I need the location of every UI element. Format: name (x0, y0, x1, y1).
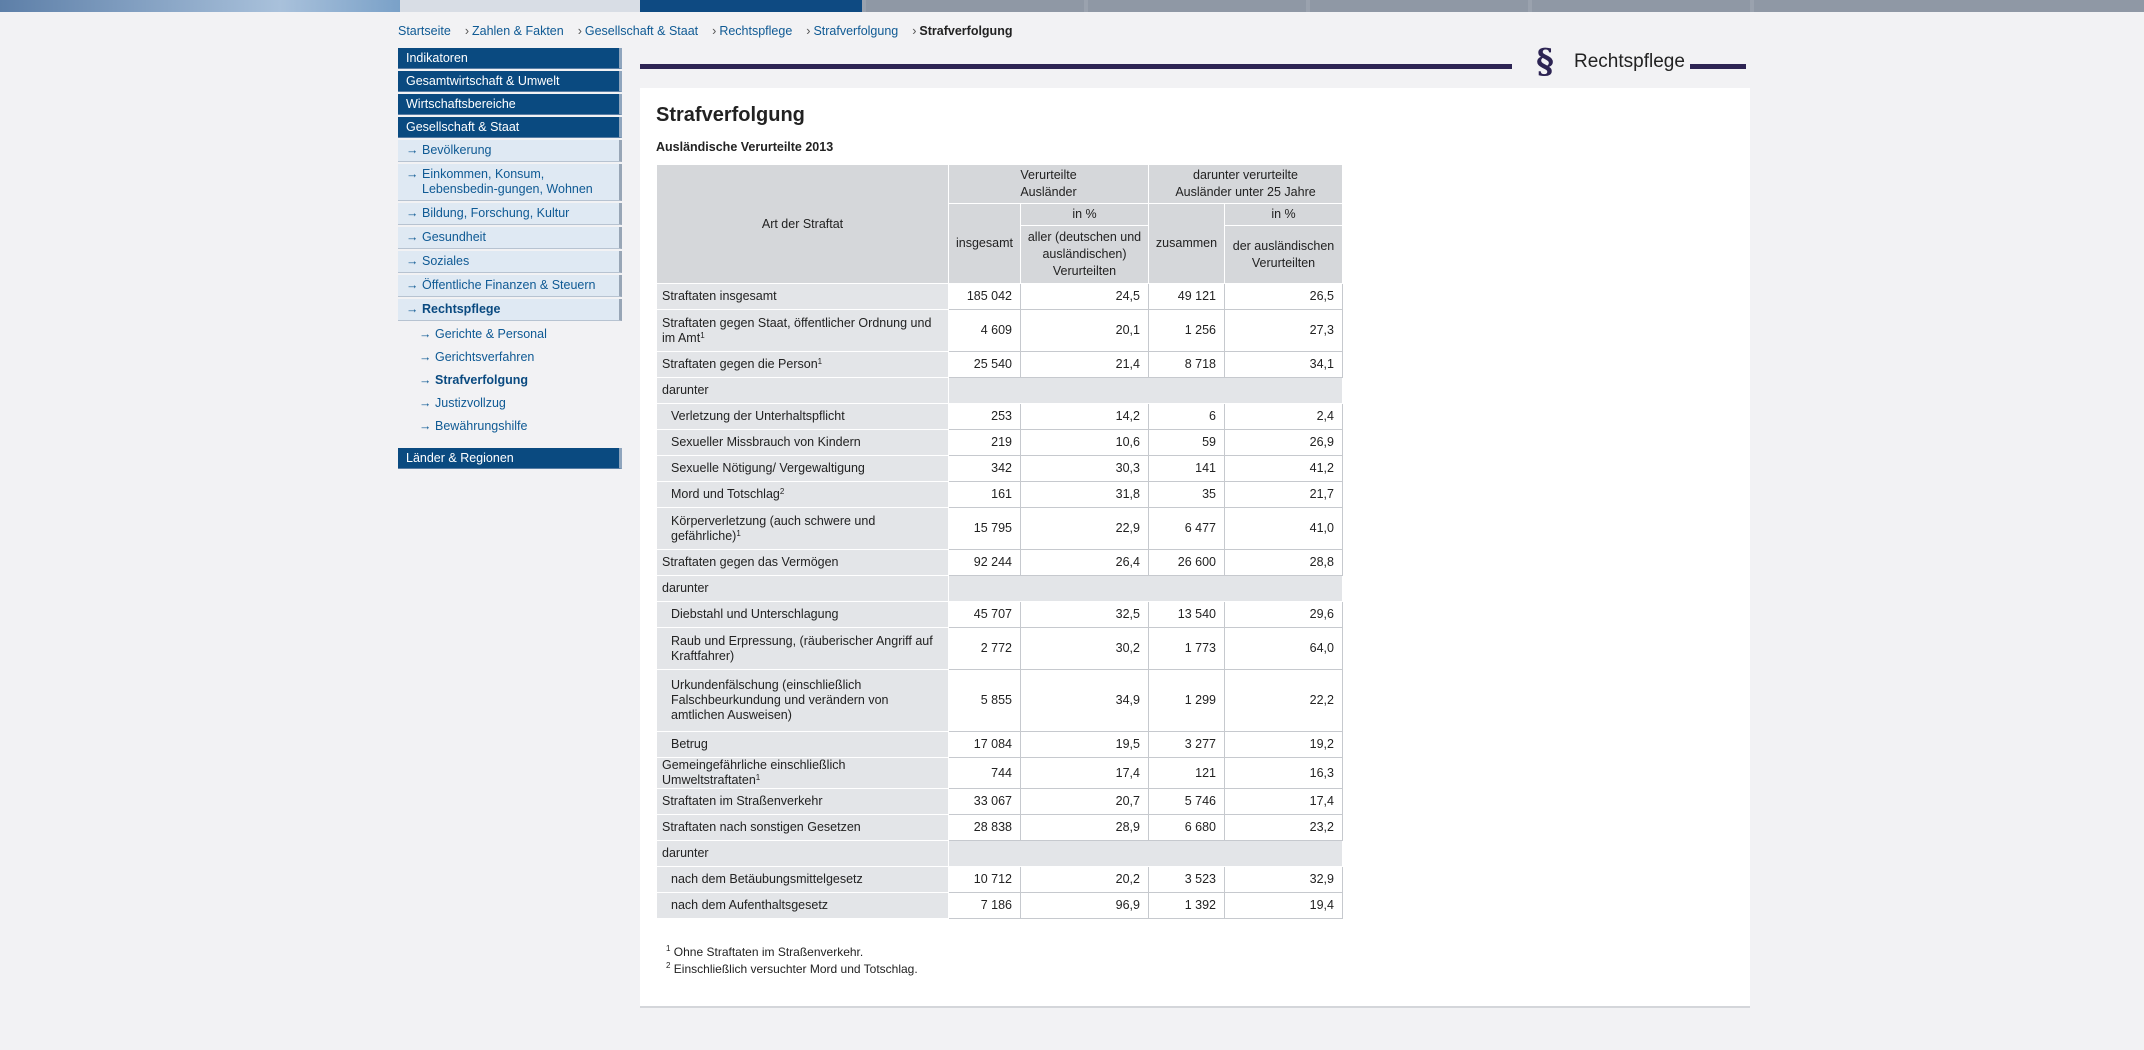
table-cell: 5 855 (949, 670, 1021, 732)
top-nav-segment[interactable] (0, 0, 400, 12)
breadcrumb-link[interactable]: Rechtspflege (719, 24, 793, 38)
table-cell: 1 392 (1149, 893, 1225, 919)
row-label-text: Sexuelle Nötigung/ Vergewaltigung (671, 461, 865, 475)
table-row (657, 430, 1343, 456)
sidebar-subitem-bildung[interactable] (398, 203, 622, 225)
table-cell: 34,1 (1225, 352, 1343, 378)
table-cell: 35 (1149, 482, 1225, 508)
table-cell: 6 (1149, 404, 1225, 430)
table-cell: 92 244 (949, 550, 1021, 576)
table-cell: 19,4 (1225, 893, 1343, 919)
arrow-right-icon: → (406, 206, 419, 220)
content-panel (640, 88, 1750, 1008)
table-cell: 64,0 (1225, 628, 1343, 670)
table-cell: 253 (949, 404, 1021, 430)
table-cell: 121 (1149, 758, 1225, 789)
table-row (657, 310, 1343, 352)
table-cell: 16,3 (1225, 758, 1343, 789)
top-nav-segment[interactable] (1532, 0, 1750, 12)
table-cell: 17 084 (949, 732, 1021, 758)
footnote-marker: 1 (755, 773, 761, 782)
table-row (657, 628, 1343, 670)
footnote (666, 961, 918, 978)
table-cell: 24,5 (1021, 284, 1149, 310)
table-cell: 25 540 (949, 352, 1021, 378)
table-cell: 1 299 (1149, 670, 1225, 732)
sidebar-item-indikatoren[interactable]: Indikatoren (398, 48, 622, 69)
table-cell: 20,7 (1021, 789, 1149, 815)
arrow-right-icon: → (419, 350, 432, 364)
table-cell: 28 838 (949, 815, 1021, 841)
column-header-in-pct: in % (1021, 204, 1149, 226)
footnote-marker: 1 (736, 528, 741, 538)
arrow-right-icon: → (406, 167, 419, 181)
top-nav-segment[interactable] (1310, 0, 1528, 12)
sidebar-subitem-label: Rechtspflege (422, 302, 501, 316)
column-header-insgesamt: insgesamt (949, 204, 1021, 284)
sidebar-leaf-label: Strafverfolgung (435, 373, 529, 387)
table-cell: 20,1 (1021, 310, 1149, 352)
table-cell: 342 (949, 456, 1021, 482)
sidebar-navigation (398, 48, 622, 471)
table-cell: 27,3 (1225, 310, 1343, 352)
table-row (657, 284, 1343, 310)
table-cell: 41,0 (1225, 508, 1343, 550)
table-row (657, 456, 1343, 482)
section-header-rule (640, 64, 1512, 69)
row-label-text: Körperverletzung (auch schwere und gefährliche) (671, 513, 876, 543)
table-cell: 41,2 (1225, 456, 1343, 482)
table-cell: 17,4 (1021, 758, 1149, 789)
row-label (657, 758, 949, 789)
sidebar-leaf-bewaehrungshilfe[interactable] (398, 415, 622, 438)
footnote-marker: 1 (700, 330, 705, 340)
table-cell: 6 680 (1149, 815, 1225, 841)
row-label-text: nach dem Betäubungsmittelgesetz (671, 872, 863, 886)
table-cell: 14,2 (1021, 404, 1149, 430)
top-nav-segment[interactable] (866, 0, 1084, 12)
row-label (657, 867, 949, 893)
table-row (657, 508, 1343, 550)
table-cell: 13 540 (1149, 602, 1225, 628)
arrow-right-icon: → (419, 419, 432, 433)
sidebar-subitem-label: Bevölkerung (422, 143, 492, 157)
column-header-art: Art der Straftat (657, 165, 949, 284)
table-cell: 31,8 (1021, 482, 1149, 508)
table-cell: 30,3 (1021, 456, 1149, 482)
row-label (657, 893, 949, 919)
table-cell: 30,2 (1021, 628, 1149, 670)
sidebar-item-gesamtwirtschaft[interactable]: Gesamtwirtschaft & Umwelt (398, 71, 622, 92)
table-cell: 29,6 (1225, 602, 1343, 628)
sidebar-subitem-rechtspflege[interactable] (398, 299, 622, 321)
table-row (657, 352, 1343, 378)
arrow-right-icon: → (419, 327, 432, 341)
footnote-marker: 2 (779, 487, 785, 496)
footnote-text: Einschließlich versuchter Mord und Totschlag. (673, 962, 918, 976)
row-label-text: Diebstahl und Unterschlagung (671, 607, 839, 621)
breadcrumb-link[interactable]: Strafverfolgung (813, 24, 899, 38)
sidebar-leaf-label: Bewährungshilfe (435, 419, 528, 433)
row-label (657, 430, 949, 456)
footnote-marker: 1 (817, 357, 823, 366)
sidebar-leaf-label: Gerichte & Personal (435, 327, 547, 341)
sidebar-item-wirtschaftsbereiche[interactable]: Wirtschaftsbereiche (398, 94, 622, 115)
column-group-header: darunter verurteilte Ausländer unter 25 Jahre (1149, 165, 1343, 204)
arrow-right-icon: → (406, 302, 419, 316)
page-title: Strafverfolgung (656, 104, 805, 126)
table-cell: 45 707 (949, 602, 1021, 628)
row-label (657, 628, 949, 670)
table-cell: 19,5 (1021, 732, 1149, 758)
table-cell: 96,9 (1021, 893, 1149, 919)
breadcrumb-separator-icon: › (806, 24, 811, 38)
breadcrumb-separator-icon: › (912, 24, 917, 38)
table-cell: 26,4 (1021, 550, 1149, 576)
row-label-text: darunter (662, 383, 709, 397)
arrow-right-icon: → (406, 278, 419, 292)
table-row (657, 815, 1343, 841)
sidebar-spacer (398, 438, 622, 448)
top-nav-segment-active[interactable] (640, 0, 862, 12)
row-label-text: Raub und Erpressung, (räuberischer Angriff auf Kraftfahrer) (671, 633, 933, 663)
footnotes (666, 944, 918, 978)
table-row (657, 670, 1343, 732)
row-label (657, 482, 949, 508)
table-category-row (657, 378, 1343, 404)
table-cell: 219 (949, 430, 1021, 456)
sidebar-item-laender-regionen[interactable]: Länder & Regionen (398, 448, 622, 469)
data-table (656, 164, 1343, 919)
row-label-text: Straftaten gegen das Vermögen (662, 555, 839, 569)
footnote-marker: 2 (666, 961, 671, 970)
row-label-text: darunter (662, 581, 709, 595)
row-label-text: nach dem Aufenthaltsgesetz (671, 898, 829, 912)
footnote-text: Ohne Straftaten im Straßenverkehr. (673, 945, 864, 959)
category-filler (949, 378, 1343, 404)
table-row (657, 732, 1343, 758)
table-cell: 34,9 (1021, 670, 1149, 732)
row-label (657, 815, 949, 841)
table-cell: 26 600 (1149, 550, 1225, 576)
sidebar-leaf-label: Justizvollzug (435, 396, 506, 410)
table-cell: 2 772 (949, 628, 1021, 670)
top-nav-segment[interactable] (1088, 0, 1306, 12)
sidebar-leaf-strafverfolgung[interactable] (398, 369, 622, 392)
sidebar-subitem-label: Bildung, Forschung, Kultur (422, 206, 570, 220)
sidebar-subitem-finanzen[interactable] (398, 275, 622, 297)
sidebar-subitem-gesundheit[interactable] (398, 227, 622, 249)
row-label-text: Straftaten insgesamt (662, 289, 777, 303)
table-cell: 28,9 (1021, 815, 1149, 841)
footnote (666, 944, 918, 961)
table-row (657, 550, 1343, 576)
row-label (657, 576, 949, 602)
sidebar-subitem-bevoelkerung[interactable] (398, 140, 622, 162)
table-cell: 22,2 (1225, 670, 1343, 732)
column-header-der-auslaendischen: der ausländischen Verurteilten (1225, 226, 1343, 284)
table-cell: 10,6 (1021, 430, 1149, 456)
table-cell: 4 609 (949, 310, 1021, 352)
breadcrumb-current: Strafverfolgung (919, 24, 1013, 38)
arrow-right-icon: → (419, 373, 432, 387)
row-label-text: Straftaten gegen die Person (662, 357, 818, 371)
row-label (657, 841, 949, 867)
table-cell: 22,9 (1021, 508, 1149, 550)
table-row (657, 867, 1343, 893)
table-cell: 26,5 (1225, 284, 1343, 310)
arrow-right-icon: → (419, 396, 432, 410)
table-cell: 32,5 (1021, 602, 1149, 628)
sidebar-subitem-soziales[interactable] (398, 251, 622, 273)
paragraph-icon: § (1536, 42, 1554, 82)
breadcrumb-separator-icon: › (712, 24, 717, 38)
sidebar-subitem-label: Gesundheit (422, 230, 486, 244)
sidebar-subitem-label: Einkommen, Konsum, Lebensbedin-gungen, Wohnen (422, 167, 593, 196)
sidebar-subitem-label: Soziales (422, 254, 470, 268)
breadcrumb-link[interactable]: Gesellschaft & Staat (584, 24, 699, 38)
table-cell: 141 (1149, 456, 1225, 482)
top-nav-segment[interactable] (400, 0, 640, 12)
row-label (657, 550, 949, 576)
sidebar-leaf-gerichtsverfahren[interactable] (398, 346, 622, 369)
column-header-in-pct: in % (1225, 204, 1343, 226)
table-cell: 744 (949, 758, 1021, 789)
breadcrumb-separator-icon: › (464, 24, 469, 38)
row-label-text: Gemeingefährliche einschließlich Umweltstraftaten (662, 758, 846, 787)
row-label-text: Verletzung der Unterhaltspflicht (671, 409, 845, 423)
arrow-right-icon: → (406, 254, 419, 268)
column-header-zusammen: zusammen (1149, 204, 1225, 284)
table-caption: Ausländische Verurteilte 2013 (656, 140, 834, 154)
table-row (657, 482, 1343, 508)
breadcrumb-link[interactable]: Startseite (398, 24, 451, 38)
table-cell: 33 067 (949, 789, 1021, 815)
row-label-text: Straftaten gegen Staat, öffentlicher Ordnung und im Amt (662, 315, 932, 345)
table-cell: 28,8 (1225, 550, 1343, 576)
table-cell: 21,7 (1225, 482, 1343, 508)
breadcrumb-separator-icon: › (577, 24, 582, 38)
arrow-right-icon: → (406, 230, 419, 244)
table-cell: 6 477 (1149, 508, 1225, 550)
arrow-right-icon: → (406, 143, 419, 157)
table-row (657, 404, 1343, 430)
row-label (657, 789, 949, 815)
table-cell: 49 121 (1149, 284, 1225, 310)
table-cell: 10 712 (949, 867, 1021, 893)
sidebar-item-gesellschaft-staat[interactable]: Gesellschaft & Staat (398, 117, 622, 138)
row-label-text: Mord und Totschlag (671, 487, 780, 501)
section-header-rule (1690, 64, 1746, 69)
footnote-marker: 1 (666, 944, 671, 953)
row-label (657, 310, 949, 352)
sidebar-subitem-einkommen[interactable] (398, 164, 622, 201)
breadcrumb (398, 24, 1026, 38)
row-label (657, 602, 949, 628)
row-label (657, 732, 949, 758)
row-label-text: Straftaten im Straßenverkehr (662, 794, 823, 808)
row-label-text: Sexueller Missbrauch von Kindern (671, 435, 861, 449)
row-label (657, 378, 949, 404)
table-category-row (657, 576, 1343, 602)
breadcrumb-link[interactable]: Zahlen & Fakten (471, 24, 564, 38)
table-cell: 20,2 (1021, 867, 1149, 893)
sidebar-leaf-gerichte[interactable] (398, 323, 622, 346)
table-cell: 1 256 (1149, 310, 1225, 352)
table-cell: 3 277 (1149, 732, 1225, 758)
table-cell: 8 718 (1149, 352, 1225, 378)
table-cell: 185 042 (949, 284, 1021, 310)
section-title: Rechtspflege (1574, 51, 1685, 72)
row-label-text: darunter (662, 846, 709, 860)
table-body (657, 284, 1343, 919)
table-cell: 15 795 (949, 508, 1021, 550)
table-row (657, 893, 1343, 919)
top-nav-segment (1754, 0, 2144, 12)
table-category-row (657, 841, 1343, 867)
sidebar-leaf-label: Gerichtsverfahren (435, 350, 535, 364)
top-navigation-strip (0, 0, 2144, 12)
table-row (657, 602, 1343, 628)
table-row (657, 758, 1343, 789)
row-label (657, 404, 949, 430)
table-cell: 32,9 (1225, 867, 1343, 893)
column-header-aller: aller (deutschen und ausländischen) Verurteilten (1021, 226, 1149, 284)
row-label-text: Urkundenfälschung (einschließlich Falschbeurkundung und verändern von amtlichen Ausweisen) (671, 678, 889, 722)
category-filler (949, 576, 1343, 602)
table-cell: 161 (949, 482, 1021, 508)
row-label (657, 284, 949, 310)
table-cell: 19,2 (1225, 732, 1343, 758)
table-cell: 3 523 (1149, 867, 1225, 893)
table-cell: 59 (1149, 430, 1225, 456)
row-label-text: Straftaten nach sonstigen Gesetzen (662, 820, 861, 834)
table-cell: 21,4 (1021, 352, 1149, 378)
row-label-text: Betrug (671, 737, 708, 751)
row-label (657, 456, 949, 482)
column-group-header: Verurteilte Ausländer (949, 165, 1149, 204)
table-cell: 7 186 (949, 893, 1021, 919)
table-cell: 2,4 (1225, 404, 1343, 430)
row-label (657, 352, 949, 378)
table-cell: 23,2 (1225, 815, 1343, 841)
table-cell: 5 746 (1149, 789, 1225, 815)
category-filler (949, 841, 1343, 867)
table-cell: 1 773 (1149, 628, 1225, 670)
row-label (657, 670, 949, 732)
sidebar-leaf-justizvollzug[interactable] (398, 392, 622, 415)
table-cell: 17,4 (1225, 789, 1343, 815)
sidebar-subitem-label: Öffentliche Finanzen & Steuern (422, 278, 596, 292)
table-cell: 26,9 (1225, 430, 1343, 456)
row-label (657, 508, 949, 550)
table-row (657, 789, 1343, 815)
